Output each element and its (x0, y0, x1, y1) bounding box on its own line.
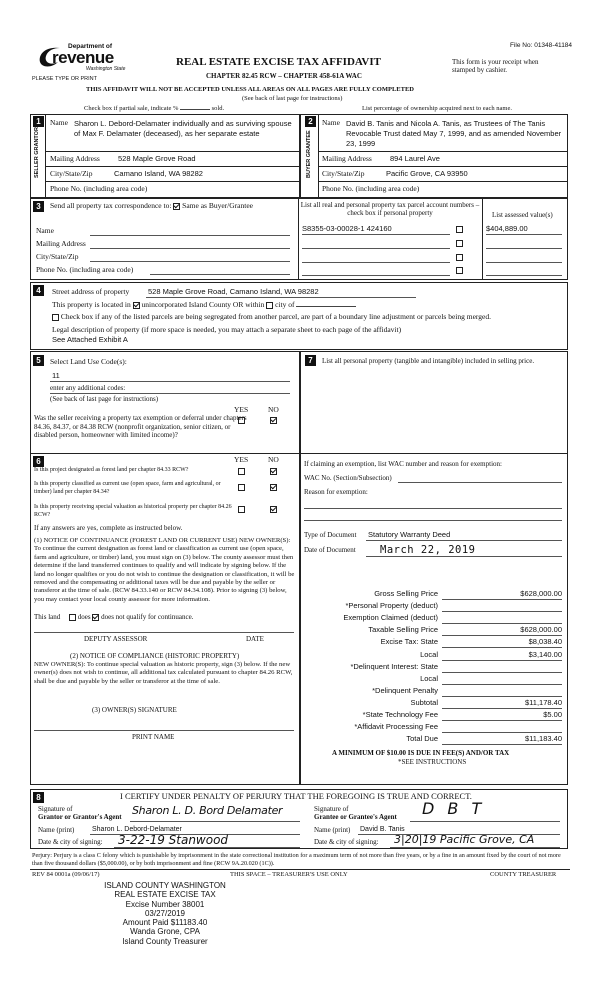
see-instructions: *SEE INSTRUCTIONS (398, 758, 467, 766)
parcel-number-field[interactable]: S8355-03-00028-1 424160 (302, 224, 392, 233)
s5-no-header: NO (268, 405, 279, 414)
exemption-no-checkbox[interactable] (270, 417, 277, 424)
section-4-number: 4 (33, 285, 44, 296)
section-2-number: 2 (305, 116, 316, 127)
section-7-number: 7 (305, 355, 316, 366)
tax-row-underline (442, 732, 562, 733)
section-8-number: 8 (33, 792, 44, 803)
tax-row-underline (442, 744, 562, 745)
logo-state: Washington State (86, 66, 126, 72)
tax-row-underline (442, 720, 562, 721)
seller-name-label: Name (50, 118, 68, 127)
grantee-sig-label-1: Signature of (314, 805, 349, 813)
s6-no-header: NO (268, 455, 279, 464)
tax-row-label: Total Due (406, 734, 438, 743)
legal-description-field[interactable]: See Attached Exhibit A (52, 335, 128, 344)
current-use-yes-checkbox[interactable] (238, 484, 245, 491)
seller-addr-field[interactable]: 528 Maple Grove Road (118, 154, 196, 163)
tax-row-label: Taxable Selling Price (368, 625, 438, 634)
notice-of-compliance: NEW OWNER(S): To continue special valuation as historic property, sign (3) below. If the new owner(s) does not wish to continue, all additional tax calculated pursuant to chapter 84.26 RCW, shall be due and payable by the seller or transferor at the time of sale. (34, 661, 293, 685)
land-use-label: Select Land Use Code(s): (50, 357, 127, 366)
if-any-yes: If any answers are yes, complete as instructed below. (34, 524, 183, 532)
tax-row-underline (442, 660, 562, 661)
buyer-side-label: BUYER GRANTEE (306, 130, 312, 178)
city-checkbox[interactable] (266, 302, 273, 309)
stamp-line: Wanda Grone, CPA (130, 927, 200, 937)
tax-row-underline (442, 696, 562, 697)
tax-row-label: *Personal Property (deduct) (345, 601, 438, 610)
s5-see-back: (See back of last page for instructions) (50, 395, 159, 403)
grantee-signature[interactable]: D B T (422, 799, 486, 818)
logo-dept: Department of (68, 43, 113, 50)
grantor-print-label: Name (print) (38, 826, 75, 834)
warning-text: THIS AFFIDAVIT WILL NOT BE ACCEPTED UNLESS ALL AREAS ON ALL PAGES ARE FULLY COMPLETED (86, 86, 414, 93)
grantee-date-city[interactable]: 3|20|19 Pacific Grove, CA (394, 833, 535, 846)
stamp-line: Amount Paid $11183.40 (122, 918, 208, 928)
minimum-fee-note: A MINIMUM OF $10.00 IS DUE IN FEE(S) AND/OR TAX (332, 749, 510, 757)
parcel-personal-checkbox-1[interactable] (456, 226, 463, 233)
s3-phone-label: Phone No. (including area code) (36, 265, 134, 274)
tax-row-underline (442, 599, 562, 600)
buyer-name-label: Name (322, 118, 340, 127)
section-6-number: 6 (33, 456, 44, 467)
s3-name-label: Name (36, 226, 54, 235)
tax-row-label: Excise Tax: State (380, 637, 438, 646)
tax-row-value[interactable]: $3,140.00 (528, 650, 562, 659)
tax-row-label: *Affidavit Processing Fee (354, 722, 438, 731)
exemption-yes-checkbox[interactable] (238, 417, 245, 424)
tax-row-value[interactable]: $11,178.40 (525, 698, 562, 707)
doc-type-label: Type of Document (304, 531, 357, 539)
continuance-line: This land does does not qualify for continuance. (34, 613, 194, 621)
tax-row-label: Gross Selling Price (374, 589, 438, 598)
stamp-line: 03/27/2019 (144, 908, 186, 918)
segregated-checkbox[interactable] (52, 314, 59, 321)
reason-label: Reason for exemption: (304, 488, 368, 496)
tax-row-value[interactable]: $5.00 (543, 710, 562, 719)
stamp-line: ISLAND COUNTY WASHINGTON (104, 881, 226, 890)
grantee-print-label: Name (print) (314, 826, 351, 834)
stamp-line: Excise Number 38001 (125, 899, 205, 909)
s5-yes-header: YES (234, 405, 249, 414)
tax-row-underline (442, 684, 562, 685)
grantor-signature[interactable]: Sharon L. D. Bord Delamater (132, 804, 283, 817)
logo-name: revenue (52, 48, 114, 67)
grantee-date-label: Date & city of signing: (314, 838, 379, 846)
land-does-not-checkbox[interactable] (92, 614, 99, 621)
see-back-note: (See back of last page for instructions) (242, 95, 343, 102)
seller-side-label: SELLER GRANTOR (34, 127, 40, 178)
form-revision: REV 84 0001a (09/06/17) (32, 871, 100, 878)
send-correspondence: Send all property tax correspondence to: Same as Buyer/Grantee (50, 201, 253, 210)
notice-of-compliance-title: (2) NOTICE OF COMPLIANCE (HISTORIC PROPERTY) (70, 652, 240, 660)
s3-city-label: City/State/Zip (36, 252, 79, 261)
tax-row-label: Subtotal (410, 698, 438, 707)
tax-row-underline (442, 647, 562, 648)
tax-row-underline (442, 635, 562, 636)
seller-city-label: City/State/Zip (50, 169, 93, 178)
grantor-date-city[interactable]: 3-22-19 Stanwood (118, 833, 229, 847)
ownership-note: List percentage of ownership acquired next to each name. (362, 105, 512, 112)
treasurer-stamp (0, 881, 330, 946)
wac-label: WAC No. (Section/Subsection) (304, 474, 392, 482)
deputy-date-label: DATE (246, 635, 264, 643)
location-line: This property is located in unincorporated Island County OR within city of (52, 301, 356, 310)
notice-of-continuance: (1) NOTICE OF CONTINUANCE (FOREST LAND OR CURRENT USE) NEW OWNER(S): To continue the current designation as forest land or classification as current use (open space, farm and agriculture, or timber) land, you must sign on (3) below. The county assessor must then determine if the land transferred continues to qualify and will indicate by signing below. If the land no longer qualifies or you do not wish to continue the designation or classification, it will be removed and the compensating or additional taxes will be due and payable by the seller or transferor at the time of sale. (RCW 84.33.140 or RCW 84.34.108). Prior to signing (3) below, you may contact your local county assessor for more information. (34, 537, 295, 603)
tax-row-label: Exemption Claimed (deduct) (343, 613, 438, 622)
buyer-city-field[interactable]: Pacific Grove, CA 93950 (386, 169, 468, 178)
parcel-personal-checkbox-3[interactable] (456, 254, 463, 261)
legal-description-label: Legal description of property (if more space is needed, you may attach a separate sheet to each page of the affidavit) (52, 325, 402, 334)
tax-row-label: *Delinquent Penalty (372, 686, 438, 695)
grantor-date-label: Date & city of signing: (38, 838, 103, 846)
section-3-number: 3 (33, 201, 44, 212)
same-as-buyer-checkbox[interactable] (173, 203, 180, 210)
assessed-value-field[interactable]: $404,889.00 (486, 224, 528, 233)
tax-row-label: Local (420, 650, 438, 659)
county-treasurer-label: COUNTY TREASURER (490, 871, 557, 878)
grantee-sig-label-2: Grantee or Grantee's Agent (314, 813, 397, 821)
current-use-question: Is this property classified as current use (open space, farm and agricultural, or timber) land per chapter 84.34? (34, 481, 221, 495)
seller-city-field[interactable]: Camano Island, WA 98282 (114, 169, 203, 178)
street-label: Street address of property (52, 287, 130, 296)
tax-row-label: Local (420, 674, 438, 683)
buyer-name-field[interactable]: David B. Tanis and Nicola A. Tanis, as Trustees of The Tanis Revocable Trust dated May 7, 1999, and as amended November 23, 1999 (346, 119, 562, 148)
buyer-addr-field[interactable]: 894 Laurel Ave (390, 154, 440, 163)
forest-land-question: Is this project designated as forest land per chapter 84.33 RCW? (34, 467, 189, 473)
grantee-print-name[interactable]: David B. Tanis (360, 826, 405, 833)
deputy-assessor-label: DEPUTY ASSESSOR (84, 635, 148, 643)
grantor-sig-label-2: Grantor or Grantor's Agent (38, 813, 122, 821)
revenue-logo (34, 42, 134, 76)
tax-row-underline (442, 708, 562, 709)
tax-row-underline (442, 672, 562, 673)
tax-row-value[interactable]: $628,000.00 (520, 625, 562, 634)
parcel-personal-checkbox-2[interactable] (456, 240, 463, 247)
section-1-number: 1 (33, 116, 44, 127)
exemption-label: If claiming an exemption, list WAC number and reason for exemption: (304, 460, 502, 468)
tax-row-value[interactable]: $628,000.00 (520, 589, 562, 598)
receipt-note: This form is your receipt when stamped by cashier. (452, 58, 539, 75)
parcel-personal-checkbox-4[interactable] (456, 267, 463, 274)
land-use-field[interactable]: 11 (52, 371, 60, 380)
unincorporated-checkbox[interactable] (133, 302, 140, 309)
stamp-line: REAL ESTATE EXCISE TAX (114, 890, 216, 900)
historic-question: Is this property receiving special valuation as historical property per chapter 84.26 RCW? (34, 504, 232, 518)
forest-no-checkbox[interactable] (270, 468, 277, 475)
buyer-phone-label: Phone No. (including area code) (322, 184, 420, 193)
forest-yes-checkbox[interactable] (238, 468, 245, 475)
historic-no-checkbox[interactable] (270, 506, 277, 513)
segregated-line: Check box if any of the listed parcels are being segregated from another parcel, are part of a boundary line adjustment or parcels being merged. (52, 313, 491, 322)
owner-signature-label: (3) OWNER(S) SIGNATURE (92, 706, 177, 714)
parcel-header: List all real and personal property tax parcel account numbers – check box if personal property (300, 201, 480, 218)
treasurer-use-label: THIS SPACE – TREASURER'S USE ONLY (230, 871, 348, 878)
current-use-no-checkbox[interactable] (270, 484, 277, 491)
print-name-label: PRINT NAME (132, 733, 175, 741)
seller-phone-label: Phone No. (including area code) (50, 184, 148, 193)
seller-name-field[interactable]: Sharon L. Debord-Delamater individually and as surviving spouse of Max F. Delamater (deceased), as her separate estate (74, 119, 292, 138)
doc-type-field[interactable]: Statutory Warranty Deed (368, 530, 451, 539)
exemption-question: Was the seller receiving a property tax exemption or deferral under chapters 84.36, 84.37, or 84.38 RCW (nonprofit organization, senior citizen, or disabled person, homeowner with limited income)? (34, 414, 247, 439)
stamp-line: Island County Treasurer (122, 936, 208, 946)
grantor-sig-label-1: Signature of (38, 805, 73, 813)
form-chapter: CHAPTER 82.45 RCW – CHAPTER 458-61A WAC (206, 72, 362, 80)
s6-yes-header: YES (234, 455, 249, 464)
assessed-value-header: List assessed value(s) (492, 211, 553, 219)
buyer-city-label: City/State/Zip (322, 169, 365, 178)
please-type: PLEASE TYPE OR PRINT (32, 76, 98, 82)
file-number: File No: 01348-41184 (510, 42, 573, 49)
certify-statement: I CERTIFY UNDER PENALTY OF PERJURY THAT THE FOREGOING IS TRUE AND CORRECT. (120, 791, 472, 801)
s3-addr-label: Mailing Address (36, 239, 86, 248)
historic-yes-checkbox[interactable] (238, 506, 245, 513)
personal-property-label: List all personal property (tangible and intangible) included in selling price. (322, 357, 535, 365)
tax-row-label: *Delinquent Interest: State (350, 662, 438, 671)
tax-row-value[interactable]: $11,183.40 (525, 734, 562, 743)
section-5-number: 5 (33, 355, 44, 366)
buyer-addr-label: Mailing Address (322, 154, 372, 163)
perjury-statement: Perjury: Perjury is a class C felony which is punishable by imprisonment in the state correctional institution for a maximum term of not more than five years, or by a fine in an amount fixed by the court of not more than five thousand dollars ($5,000.00), or by both imprisonment and fine (RCW 9A.20.020 (1C)). (32, 852, 561, 867)
tax-row-underline (442, 611, 562, 612)
land-does-checkbox[interactable] (69, 614, 76, 621)
doc-date-field[interactable]: March 22, 2019 (380, 544, 476, 556)
tax-row-underline (442, 623, 562, 624)
tax-row-label: *State Technology Fee (362, 710, 438, 719)
partial-sale-label: Check box if partial sale, indicate % sold. (84, 105, 225, 112)
doc-date-label: Date of Document (304, 546, 356, 554)
form-title: REAL ESTATE EXCISE TAX AFFIDAVIT (176, 56, 381, 68)
seller-addr-label: Mailing Address (50, 154, 100, 163)
grantor-print-name[interactable]: Sharon L. Debord-Delamater (92, 826, 182, 833)
tax-row-value[interactable]: $8,038.40 (528, 637, 562, 646)
street-field[interactable]: 528 Maple Grove Road, Camano Island, WA 98282 (148, 287, 319, 296)
additional-codes-label: enter any additional codes: (50, 384, 126, 392)
